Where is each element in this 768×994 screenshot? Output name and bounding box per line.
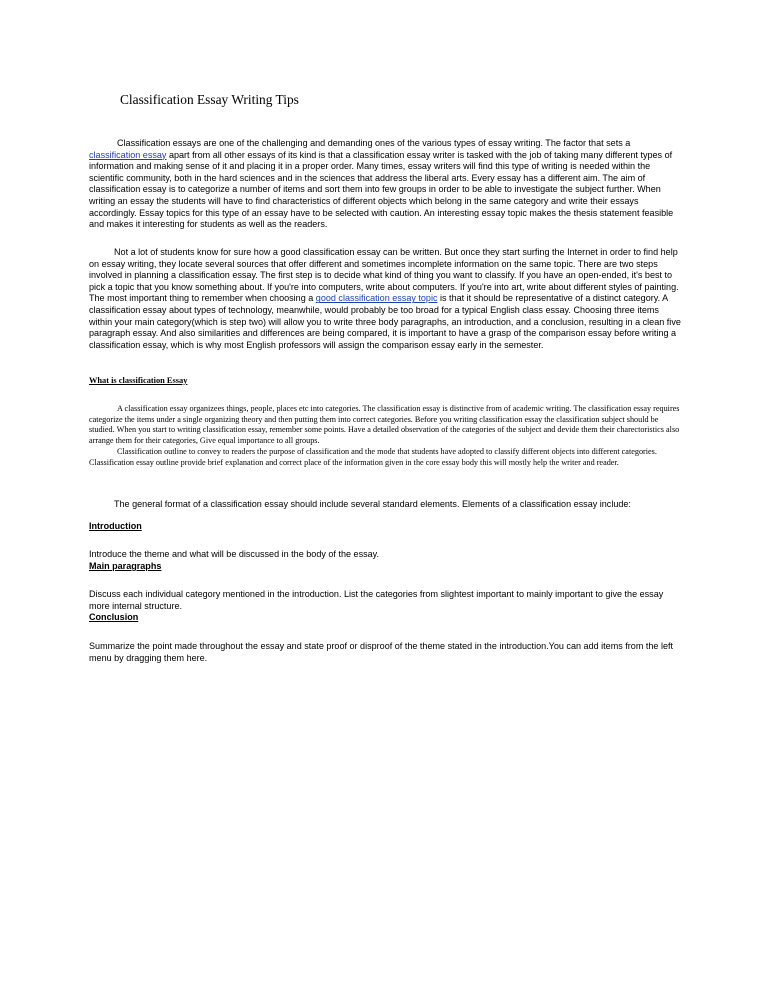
p1-text-before: Classification essays are one of the challenging and demanding ones of the various types of essay writing. The factor that sets a (117, 138, 631, 148)
main-paragraphs-text: Discuss each individual category mentioned in the introduction. List the categories from slightest important to mainly important to give the essay more internal structure. (89, 589, 664, 611)
good-topic-link[interactable]: good classification essay topic (315, 293, 438, 304)
main-paragraphs-heading: Main paragraphs (89, 561, 162, 571)
what-is-heading: What is classification Essay (89, 376, 188, 385)
conclusion-text: Summarize the point made throughout the essay and state proof or disproof of the theme stated in the introduction.You can add items from the left menu by dragging them here. (89, 641, 674, 663)
p2-text-after: is that it should be representative of a distinct category. A classification essay about types of technology, meanwhile, would probably be too broad for a typical English class essay. Choosing three items within your main category(which is step two) will allow you to write three body paragraphs, an introduction, and a conclusion, resulting in a clean five paragraph essay. And also similarities and differences are being compared, it is important to have a grasp of the comparison essay before writing a classification essay, which is why most English professors will assign the comparison essay early in the semester. (89, 293, 681, 350)
serif-paragraph-2: Classification outline to convey to readers the purpose of classification and the mode that students have adopted to classify different objects into different categories. Classification essay outline provide brief explanation and correct place of the information given in the core essay body this will mostly help the writer and reader. (89, 447, 657, 467)
general-format-text: The general format of a classification essay should include several standard elements. Elements of a classification essay include: (114, 499, 631, 509)
intro-paragraph-2 (89, 247, 683, 351)
intro-paragraph-1 (89, 138, 683, 231)
introduction-text: Introduce the theme and what will be discussed in the body of the essay. (89, 549, 380, 559)
introduction-heading: Introduction (89, 521, 142, 531)
page-title: Classification Essay Writing Tips (120, 92, 299, 107)
conclusion-heading: Conclusion (89, 612, 139, 622)
classification-essay-link[interactable]: classification essay (89, 149, 167, 160)
serif-paragraph-1: A classification essay organizees things, people, places etc into categories. The classification essay is distinctive from of academic writing. The classification essay requires categorize the items under a single organizing theory and then putting them into correct categories. Before you writing classification essay the classification subject should be studied. When you start to writing classification essay, remember some points. Have a detailed observation of the categories of the subject and devide them their charectoristics also arrange them for their categories, Give equal importance to all groups. (89, 404, 680, 445)
p2-text-before: Not a lot of students know for sure how a good classification essay can be written. But once they start surfing the Internet in order to find help on essay writing, they locate several sources that offer different and sometimes incomplete information on the same topic. There are two steps involved in planning a classification essay. The first step is to decide what kind of thing you want to classify. If you have an open-ended, it's best to pick a topic that you know something about. If you're into computers, write about computers. If you're into art, write about different styles of painting. The most important thing to remember when choosing a (89, 247, 679, 304)
p1-text-after: apart from all other essays of its kind is that a classification essay writer is tasked with the job of taking many different types of information and making sense of it and placing it in a proper order. Many times, essay writers will find this type of writing is needed within the scientific community, both in the hard sciences and in the sciences that address the liberal arts. Every essay has a different aim. The aim of classification essay is to categorize a number of items and sort them into few groups in order to be able to investigate the subject further. When writing an essay the students will have to find characteristics of different objects which belong in the same category and write their essays accordingly. Essay topics for this type of an essay have to be selected with caution. An interesting essay topic makes the thesis statement feasible and makes it interesting for students as well as the readers. (89, 149, 674, 230)
